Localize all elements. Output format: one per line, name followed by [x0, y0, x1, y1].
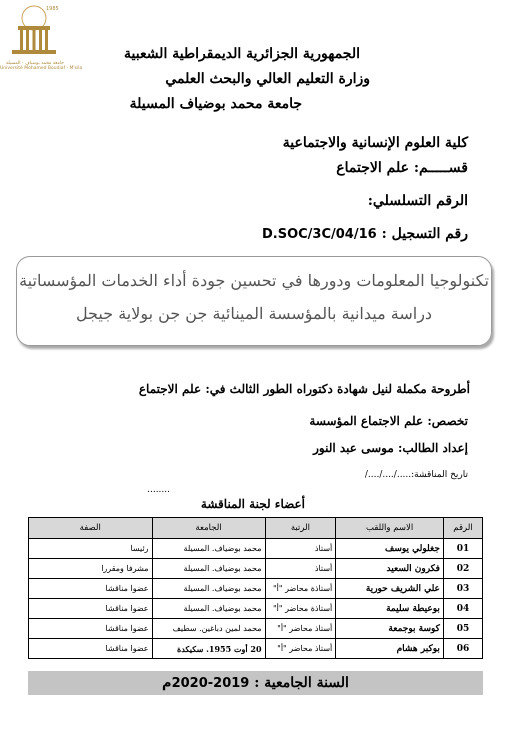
committee-title: أعضاء لجنة المناقشة — [200, 497, 305, 511]
jury-table — [28, 517, 483, 659]
header-name: الاسم واللقب — [336, 518, 444, 539]
table-row — [29, 639, 483, 659]
registration-code: D.SOC/3C/04/16 — [262, 227, 377, 242]
cell-role: رئيسا — [29, 539, 153, 559]
department-title: قســـــم: علم الاجتماع — [336, 160, 468, 176]
cell-number: 02 — [443, 559, 482, 579]
cell-role: عضوا مناقشا — [29, 639, 153, 659]
header-number: الرقم — [443, 518, 482, 539]
table-row — [29, 619, 483, 639]
cell-role: عضوا مناقشا — [29, 619, 153, 639]
registration-label: رقم التسجيل : — [381, 226, 468, 242]
cell-rank: أستاذة محاضر "أ" — [265, 599, 336, 619]
thesis-title-line1: تكنولوجيا المعلومات ودورها في تحسين جودة أداء الخدمات المؤسساتية — [19, 271, 489, 290]
cell-university: محمد بوضياف. المسيلة — [152, 559, 265, 579]
university-title: جامعة محمد بوضياف المسيلة — [129, 96, 302, 112]
cell-name: بوعيطة سليمة — [336, 599, 444, 619]
cell-university: 20 أوت 1955. سكيكدة — [152, 639, 265, 659]
cell-university: محمد بوضياف. المسيلة — [152, 599, 265, 619]
logo-year: 1985 — [46, 6, 59, 12]
cell-name: فكرون السعيد — [336, 559, 444, 579]
thesis-note: أطروحة مكملة لنيل شهادة دكتوراه الطور الثالث في: علم الاجتماع — [138, 382, 470, 396]
header-role: الصفة — [29, 518, 153, 539]
defense-date: تاريخ المناقشة:...../..../..../ — [364, 470, 468, 480]
academic-year-label: السنة الجامعية : — [254, 675, 349, 691]
cell-name: كوسة بوجمعة — [336, 619, 444, 639]
table-row — [29, 579, 483, 599]
faculty-title: كلية العلوم الإنسانية والاجتماعية — [282, 135, 468, 151]
table-header-row — [29, 518, 483, 539]
table-row — [29, 599, 483, 619]
dots-line: ........ — [147, 485, 170, 495]
cell-rank: أستاذ محاضر "أ" — [265, 619, 336, 639]
header-rank: الرتبة — [265, 518, 336, 539]
cell-name: علي الشريف حورية — [336, 579, 444, 599]
specialty: تخصص: علم الاجتماع المؤسسة — [309, 414, 468, 428]
logo-caption-ar: جامعة محمد بوضياف - المسيلة — [5, 61, 65, 66]
registration-number — [262, 226, 468, 242]
cell-number: 01 — [443, 539, 482, 559]
cell-university: محمد بوضياف. المسيلة — [152, 579, 265, 599]
logo-caption — [0, 61, 83, 71]
cell-number: 05 — [443, 619, 482, 639]
academic-year-value: 2019-2020م — [162, 676, 250, 691]
table-row — [29, 539, 483, 559]
cell-number: 06 — [443, 639, 482, 659]
cell-number: 03 — [443, 579, 482, 599]
cell-number: 04 — [443, 599, 482, 619]
cell-role: عضوا مناقشا — [29, 599, 153, 619]
thesis-title-line2: دراسة ميدانية بالمؤسسة المينائية جن جن بولاية جيجل — [75, 304, 433, 323]
cell-rank: أستاذ محاضر "أ" — [265, 639, 336, 659]
cell-rank: أستاذ — [265, 559, 336, 579]
thesis-title-box — [16, 256, 492, 346]
header-university: الجامعة — [152, 518, 265, 539]
cell-rank: أستاذ — [265, 539, 336, 559]
cell-name: بوكبر هشام — [336, 639, 444, 659]
cell-role: عضوا مناقشا — [29, 579, 153, 599]
university-logo-emblem — [2, 2, 66, 64]
cell-name: جغلولي يوسف — [336, 539, 444, 559]
cell-university: محمد لمين دباغين. سطيف — [152, 619, 265, 639]
academic-year-bar — [28, 671, 483, 695]
republic-title: الجمهورية الجزائرية الديمقراطية الشعبية — [123, 46, 360, 62]
cell-role: مشرفا ومقررا — [29, 559, 153, 579]
cell-rank: أستاذة محاضر "أ" — [265, 579, 336, 599]
table-row — [29, 559, 483, 579]
student-name: إعداد الطالب: موسى عبد النور — [313, 441, 468, 455]
cell-university: محمد بوضياف. المسيلة — [152, 539, 265, 559]
serial-number-label: الرقم التسلسلي: — [367, 193, 468, 209]
logo-caption-en: Université Mohamed Boudiaf - M'sila — [0, 66, 83, 71]
ministry-title: وزارة التعليم العالي والبحث العلمي — [165, 71, 370, 87]
